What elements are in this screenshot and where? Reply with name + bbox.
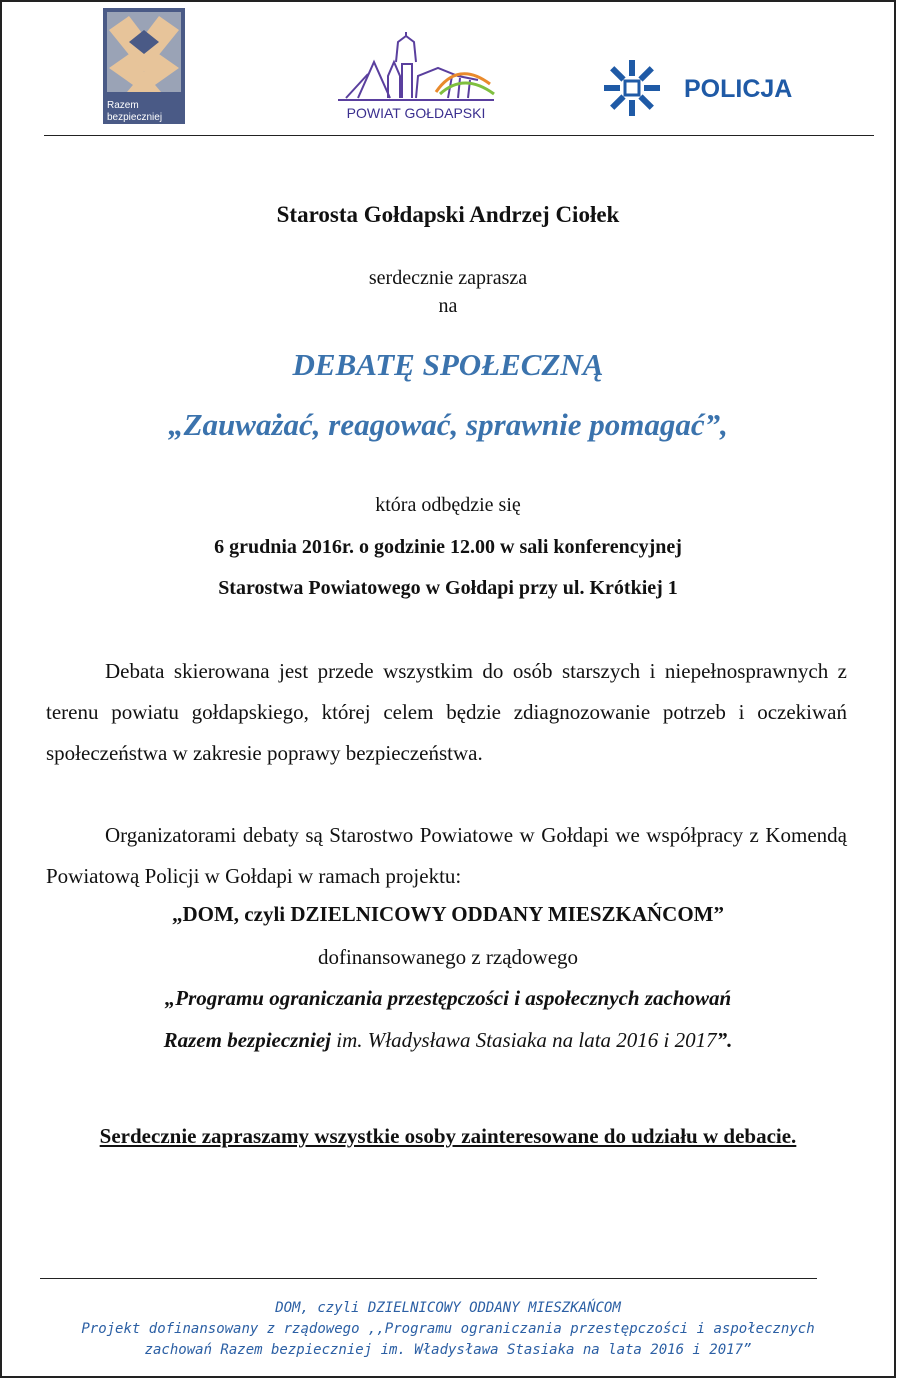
- policja-logo-text: POLICJA: [684, 75, 793, 103]
- footer-line-2: Projekt dofinansowany z rządowego ,,Programu ograniczania przestępczości i aspołecznych: [81, 1321, 815, 1337]
- program-line-2-start: Razem bezpieczniej: [163, 1028, 332, 1052]
- organizer-line: Starosta Gołdapski Andrzej Ciołek: [276, 202, 620, 227]
- razem-logo-line1: Razem: [107, 100, 139, 111]
- program-line-2-end: ”.: [716, 1028, 733, 1052]
- project-name: „DOM, czyli DZIELNICOWY ODDANY MIESZKAŃCOM”: [171, 902, 725, 926]
- razem-bezpieczniej-logo: [103, 8, 185, 124]
- powiat-goldapski-logo: [328, 32, 504, 124]
- closing-invitation: Serdecznie zapraszamy wszystkie osoby zainteresowane do udziału w debacie.: [99, 1124, 797, 1148]
- program-line-1: „Programu ograniczania przestępczości i aspołecznych zachowań: [164, 986, 732, 1010]
- program-line-2-mid: im. Władysława Stasiaka na lata 2016 i 2017: [331, 1028, 717, 1052]
- event-title: DEBATĘ SPOŁECZNĄ: [292, 347, 604, 382]
- which-line: która odbędzie się: [375, 494, 521, 516]
- program-line-2: [2, 1028, 894, 1053]
- policja-logo: [600, 57, 820, 119]
- logo-bar: [2, 2, 894, 137]
- footer-line-3: zachowań Razem bezpieczniej im. Władysława Stasiaka na lata 2016 i 2017”: [144, 1342, 752, 1358]
- powiat-logo-text: POWIAT GOŁDAPSKI: [346, 105, 486, 121]
- header-divider: [44, 135, 874, 136]
- invites-line: serdecznie zaprasza: [368, 267, 528, 289]
- body-paragraph-2: Organizatorami debaty są Starostwo Powiatowe w Gołdapi we współpracy z Komendą Powiatową Policji w Gołdapi w ramach projektu:: [46, 823, 847, 888]
- footer-divider: [40, 1278, 817, 1279]
- place-line: Starostwa Powiatowego w Gołdapi przy ul. Krótkiej 1: [218, 577, 678, 599]
- event-motto: „Zauważać, reagować, sprawnie pomagać”,: [168, 407, 728, 442]
- cofinanced-line: dofinansowanego z rządowego: [317, 945, 579, 969]
- razem-logo-line2: bezpieczniej: [107, 112, 163, 123]
- body-paragraph-1: Debata skierowana jest przede wszystkim do osób starszych i niepełnosprawnych z terenu powiatu gołdapskiego, której celem będzie zdiagnozowanie potrzeb i oczekiwań społeczeństwa w zakresie poprawy bezpieczeństwa.: [46, 659, 847, 765]
- na-line: na: [438, 295, 458, 317]
- date-line: 6 grudnia 2016r. o godzinie 12.00 w sali konferencyjnej: [214, 536, 682, 558]
- footer-line-1: DOM, czyli DZIELNICOWY ODDANY MIESZKAŃCOM: [275, 1300, 621, 1316]
